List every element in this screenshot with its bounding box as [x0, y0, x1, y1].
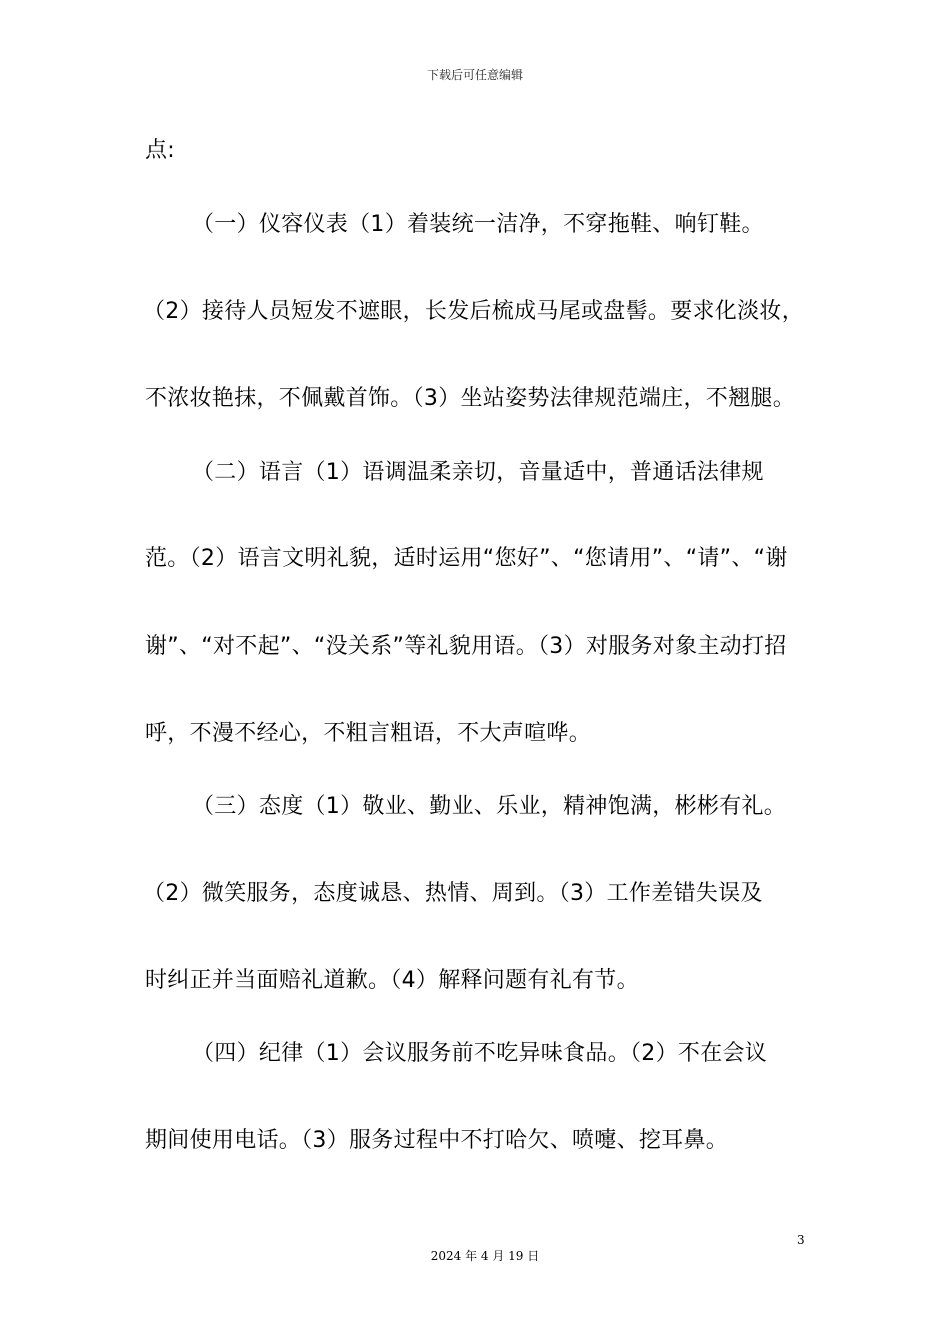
text-line: 不浓妆艳抹，不佩戴首饰。（3）坐站姿势法律规范端庄，不翘腿。: [145, 386, 795, 411]
text-line: （二）语言（1）语调温柔亲切，音量适中，普通话法律规: [192, 460, 764, 485]
text-line: 期间使用电话。（3）服务过程中不打哈欠、喷嚏、挖耳鼻。: [145, 1128, 729, 1153]
header-note: 下载后可任意编辑: [426, 68, 523, 82]
text-line: 时纠正并当面赔礼道歉。（4）解释问题有礼有节。: [145, 968, 639, 993]
text-line: （2）接待人员短发不遮眼，长发后梳成马尾或盘髻。要求化淡妆，: [143, 299, 804, 324]
text-line: （一）仪容仪表（1）着装统一洁净，不穿拖鞋、响钉鞋。: [192, 212, 764, 237]
text-line: 点:: [145, 138, 176, 163]
text-line: 范。（2）语言文明礼貌，适时运用“您好”、“您请用”、“请”、“谢: [145, 546, 788, 571]
text-line: （2）微笑服务，态度诚恳、热情、周到。（3）工作差错失误及: [143, 881, 763, 906]
text-line: （三）态度（1）敬业、勤业、乐业，精神饱满，彬彬有礼。: [192, 794, 787, 819]
text-line: 谢”、“对不起”、“没关系”等礼貌用语。（3）对服务对象主动打招: [145, 634, 787, 659]
page-number: 3: [797, 1233, 805, 1247]
text-line: （四）纪律（1）会议服务前不吃异味食品。（2）不在会议: [192, 1041, 768, 1066]
footer-date: 2024 年 4 月 19 日: [430, 1249, 540, 1263]
text-line: 呼，不漫不经心，不粗言粗语，不大声喧哗。: [145, 721, 592, 746]
